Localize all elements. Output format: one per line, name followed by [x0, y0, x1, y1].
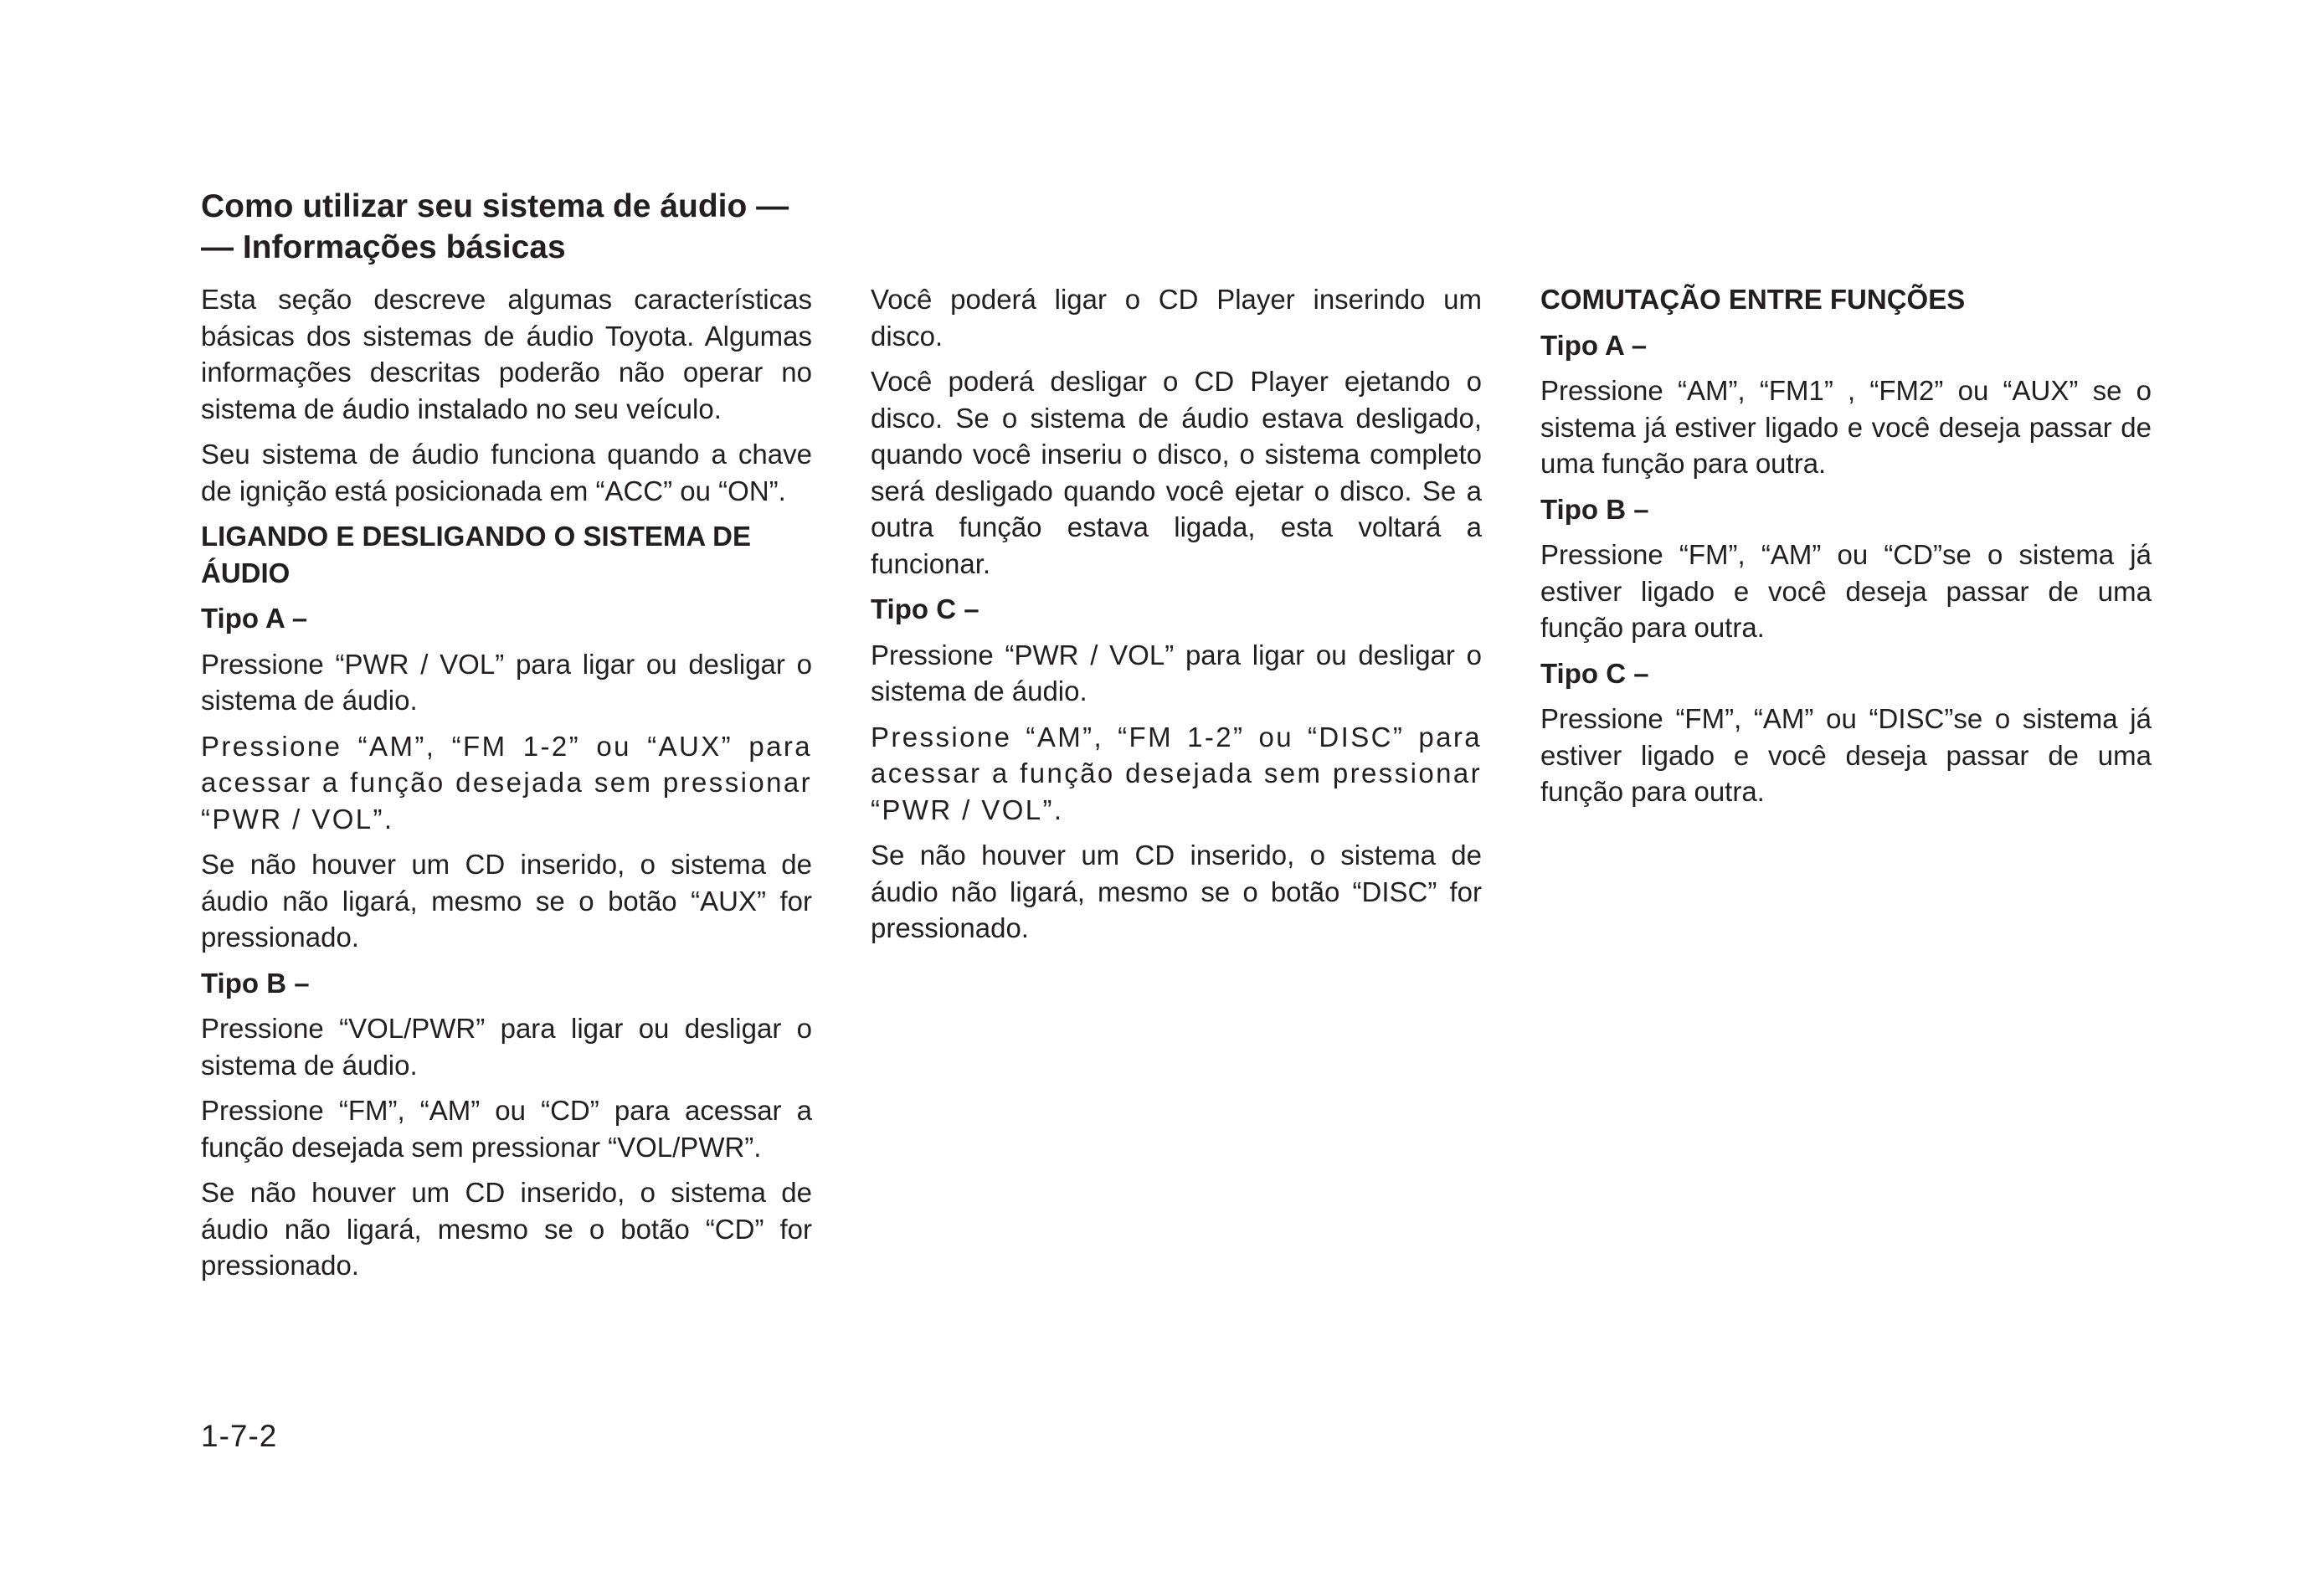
- page-number: 1-7-2: [201, 1419, 278, 1453]
- switch-subheading-tipo-b: Tipo B –: [1540, 493, 1649, 525]
- tipo-a-paragraph-3: Se não houver um CD inserido, o sistema de áudio não ligará, mesmo se o botão “AUX” for pressionado.: [201, 849, 812, 953]
- switch-tipo-a-paragraph: Pressione “AM”, “FM1” , “FM2” ou “AUX” se o sistema já estiver ligado e você deseja passar de uma função para outra.: [1540, 375, 2152, 479]
- tipo-a-paragraph-2: Pressione “AM”, “FM 1-2” ou “AUX” para acessar a função desejada sem pressionar “PWR / VOL”.: [201, 730, 812, 835]
- intro-paragraph: Esta seção descreve algumas características básicas dos sistemas de áudio Toyota. Algumas informações descritas poderão não operar no sistema de áudio instalado no seu veículo.: [201, 284, 812, 424]
- column-1: [201, 281, 812, 1293]
- ignition-paragraph: Seu sistema de áudio funciona quando a chave de ignição está posicionada em “ACC” ou “ON”.: [201, 439, 812, 506]
- tipo-c-paragraph-1: Pressione “PWR / VOL” para ligar ou desligar o sistema de áudio.: [871, 639, 1482, 706]
- switch-subheading-tipo-c: Tipo C –: [1540, 657, 1649, 689]
- page-title-line-1: Como utilizar seu sistema de áudio —: [201, 188, 789, 224]
- subheading-tipo-c: Tipo C –: [871, 593, 979, 624]
- switch-subheading-tipo-a: Tipo A –: [1540, 329, 1648, 361]
- subheading-tipo-a: Tipo A –: [201, 603, 308, 634]
- tipo-b-paragraph-2: Pressione “FM”, “AM” ou “CD” para acessar a função desejada sem pressionar “VOL/PWR”.: [201, 1095, 812, 1163]
- page-title-line-2: — Informações básicas: [201, 229, 566, 265]
- cd-off-paragraph: Você poderá desligar o CD Player ejetando o disco. Se o sistema de áudio estava desligado, quando você inseriu o disco, o sistema completo será desligado quando você ejetar o disco. Se a outra função estava ligada, esta voltará a funcionar.: [871, 366, 1482, 579]
- switch-tipo-b-paragraph: Pressione “FM”, “AM” ou “CD”se o sistema já estiver ligado e você deseja passar de uma função para outra.: [1540, 539, 2152, 643]
- switch-tipo-c-paragraph: Pressione “FM”, “AM” ou “DISC”se o sistema já estiver ligado e você deseja passar de uma função para outra.: [1540, 703, 2152, 807]
- tipo-a-paragraph-1: Pressione “PWR / VOL” para ligar ou desligar o sistema de áudio.: [201, 648, 812, 716]
- column-3: [1540, 281, 2152, 819]
- tipo-c-paragraph-2: Pressione “AM”, “FM 1-2” ou “DISC” para acessar a função desejada sem pressionar “PWR / VOL”.: [871, 721, 1482, 825]
- cd-on-paragraph: Você poderá ligar o CD Player inserindo um disco.: [871, 284, 1482, 352]
- tipo-b-paragraph-1: Pressione “VOL/PWR” para ligar ou desligar o sistema de áudio.: [201, 1013, 812, 1081]
- section-heading-power: LIGANDO E DESLIGANDO O SISTEMA DE ÁUDIO: [201, 521, 751, 588]
- section-heading-switching: COMUTAÇÃO ENTRE FUNÇÕES: [1540, 284, 1966, 315]
- subheading-tipo-b: Tipo B –: [201, 967, 310, 999]
- page-title: [201, 186, 820, 268]
- column-2: [871, 281, 1482, 956]
- tipo-b-paragraph-3: Se não houver um CD inserido, o sistema de áudio não ligará, mesmo se o botão “CD” for pressionado.: [201, 1177, 812, 1281]
- tipo-c-paragraph-3: Se não houver um CD inserido, o sistema de áudio não ligará, mesmo se o botão “DISC” for pressionado.: [871, 840, 1482, 943]
